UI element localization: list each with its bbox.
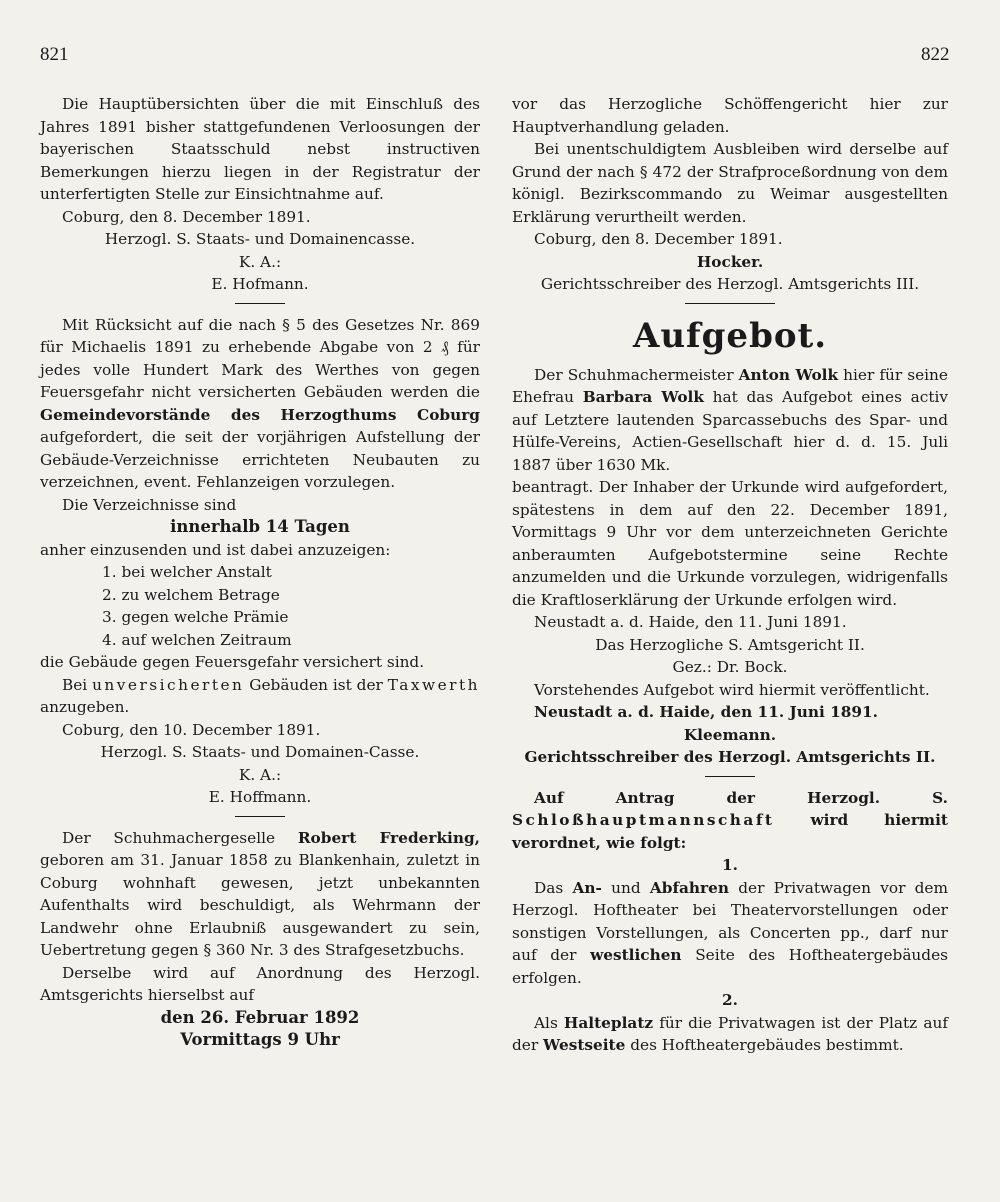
- text-run: Bei: [62, 675, 88, 694]
- unversichert-line: [40, 674, 480, 719]
- deadline: innerhalb 14 Tagen: [170, 517, 350, 536]
- left-column: [40, 93, 480, 1052]
- notice-heading: Aufgebot.: [632, 315, 828, 356]
- list-item: 2. zu welchem Betrage: [102, 585, 280, 604]
- hearing-time: Vormittags 9 Uhr: [180, 1030, 340, 1049]
- list-item: 3. gegen welche Prämie: [102, 608, 289, 626]
- text-run: für die Privatwagen ist der Platz auf der: [512, 1013, 948, 1054]
- after-list: die Gebäude gegen Feuersgefahr versichert sind.: [40, 653, 425, 671]
- text-run: Der Schuhmachergeselle: [62, 828, 276, 847]
- text-run: anzugeben.: [40, 698, 130, 716]
- dateline: Coburg, den 8. December 1891.: [62, 207, 311, 226]
- emphasis-text: Halteplatz: [563, 1013, 654, 1032]
- divider: [235, 816, 285, 817]
- text-run: des Hoftheatergebäudes bestimmt.: [630, 1036, 904, 1054]
- text-run: Als: [534, 1013, 558, 1032]
- office-name: Gerichtsschreiber des Herzogl. Amtsgerichts III.: [540, 275, 920, 293]
- notice-body: beantragt. Der Inhaber der Urkunde wird aufgefordert, spätestens in dem auf den 22. December 1891, Vormittags 9 Uhr vor dem unterzeichneten Gerichte anberaumten Aufgebotstermine seine Rechte anzumelden und die Urkunde vorzulegen, widrigenfalls die Kraftloserklärung der Urkunde erfolgen wird.: [512, 478, 948, 609]
- notice-body: Die Hauptübersichten über die mit Einschluß des Jahres 1891 bisher stattgefundenen Verloosungen der bayerischen Staatsschuld nebst instructiven Bemerkungen hierzu liegen in der Registratur der unterfertigten Stelle zur Einsichtnahme auf.: [40, 95, 480, 203]
- emphasis-text: Gemeindevorstände des Herzogthums Coburg: [40, 405, 480, 424]
- office-name: Herzogl. S. Staats- und Domainencasse.: [104, 230, 416, 248]
- divider: [685, 303, 775, 304]
- notice-summons-continued: [512, 93, 948, 296]
- list-item: 1. bei welcher Anstalt: [102, 563, 272, 581]
- text-run: Seite des Hoftheatergebäudes erfolgen.: [512, 946, 948, 987]
- section-number: 2.: [722, 991, 738, 1009]
- ka-label: K. A.:: [238, 765, 282, 784]
- spaced-text: Taxwerth: [387, 675, 480, 694]
- text-run: aufgefordert, die seit der vorjährigen Aufstellung der Gebäude-Verzeichnisse errichteten Neubauten zu verzeichnen, event. Fehlanzeigen vorzulegen.: [40, 428, 480, 491]
- court-name: Das Herzogliche S. Amtsgericht II.: [595, 635, 865, 654]
- signature: Kleemann.: [683, 725, 777, 744]
- divider: [705, 776, 755, 777]
- text-run: Das: [534, 878, 564, 897]
- ka-label: K. A.:: [238, 252, 282, 271]
- text-run: hier für seine Ehefrau: [512, 365, 948, 406]
- emphasis-text: Westseite: [543, 1036, 626, 1054]
- divider: [235, 303, 285, 304]
- right-column: [512, 93, 948, 1057]
- notice-body: [40, 314, 480, 494]
- text-run: Gebäuden ist der: [249, 675, 383, 694]
- lists-intro: Die Verzeichnisse sind: [62, 495, 237, 514]
- page-number-right: 822: [921, 44, 950, 65]
- person-name: Robert Frederking,: [297, 828, 480, 847]
- list-item: 4. auf welchen Zeitraum: [102, 630, 292, 649]
- section-number: 1.: [722, 856, 738, 874]
- dateline: Neustadt a. d. Haide, den 11. Juni 1891.: [534, 613, 847, 631]
- dateline: Coburg, den 10. December 1891.: [62, 720, 321, 739]
- notice-body: [40, 827, 480, 962]
- notice-body: Bei unentschuldigtem Ausbleiben wird derselbe auf Grund der nach § 472 der Strafproceßordnung von dem königl. Bezirkscommando zu Weimar ausgestellten Erklärung verurtheilt werden.: [512, 140, 948, 226]
- text-run: geboren am 31. Januar 1858 zu Blankenhain, zuletzt in Coburg wohnhaft gewesen, jetzt unbekannten Aufenthalts wird beschuldigt, als Wehrmann der Landwehr ohne Erlaubniß ausgewandert zu sein, Uebertretung gegen § 360 Nr. 3 des Strafgesetzbuchs.: [40, 851, 480, 959]
- dateline: Coburg, den 8. December 1891.: [534, 230, 783, 248]
- publication-note: Vorstehendes Aufgebot wird hiermit veröffentlicht.: [534, 680, 930, 699]
- order-section: [512, 877, 948, 990]
- hearing-date: den 26. Februar 1892: [160, 1007, 360, 1027]
- send-line: anher einzusenden und ist dabei anzuzeigen:: [40, 540, 391, 559]
- emphasis-text: An-: [572, 878, 602, 897]
- text-run: der Privatwagen vor dem Herzogl. Hoftheater bei Theatervorstellungen oder sonstigen Vorstellungen, als Concerten pp., darf nur auf der: [512, 878, 948, 964]
- text-run: und: [611, 878, 641, 897]
- person-name: Barbara Wolk: [582, 388, 704, 406]
- dateline: Neustadt a. d. Haide, den 11. Juni 1891.: [534, 703, 879, 721]
- notice-theater-order: [512, 787, 948, 1057]
- notice-building-registers: [40, 314, 480, 809]
- page-number-left: 821: [40, 44, 69, 65]
- signature: E. Hofmann.: [211, 275, 309, 293]
- emphasis-text: westlichen: [590, 946, 682, 964]
- office-name: Gerichtsschreiber des Herzogl. Amtsgerichts II.: [524, 748, 936, 766]
- emphasis-text: Abfahren: [649, 878, 729, 897]
- spaced-text: Schloßhauptmannschaft: [512, 811, 775, 829]
- text-run: wird hiermit verordnet, wie folgt:: [512, 811, 948, 852]
- signature: E. Hoffmann.: [208, 788, 312, 806]
- notice-body: vor das Herzogliche Schöffengericht hier zur Hauptverhandlung geladen.: [512, 95, 948, 136]
- text-run: Der Schuhmachermeister: [534, 365, 734, 384]
- notice-body: Derselbe wird auf Anordnung des Herzogl. Amtsgerichts hierselbst auf: [40, 963, 480, 1004]
- text-run: Auf Antrag der Herzogl. S.: [534, 788, 948, 807]
- text-run: Mit Rücksicht auf die nach § 5 des Gesetzes Nr. 869 für Michaelis 1891 zu erhebende Abgabe von 2 ₰ für jedes volle Hundert Mark des Werthes von gegen Feuersgefahr nicht versicherten Gebäuden werden die: [40, 315, 480, 401]
- order-section: [512, 1012, 948, 1057]
- office-name: Herzogl. S. Staats- und Domainen-Casse.: [100, 743, 420, 761]
- signature: Gez.: Dr. Bock.: [672, 658, 788, 676]
- person-name: Anton Wolk: [738, 365, 839, 384]
- spaced-text: unversicherten: [92, 675, 245, 694]
- notice-summons: [40, 827, 480, 1052]
- notice-bond-drawings: [40, 93, 480, 296]
- notice-aufgebot: [512, 314, 948, 769]
- signature: Hocker.: [696, 252, 764, 271]
- notice-body: [512, 364, 948, 477]
- text-run: hat das Aufgebot eines activ auf Letztere lautenden Sparcassebuchs des Spar- und Hülfe-Vereins, Actien-Gesellschaft hier d. d. 15. Juli 1887 über 1630 Mk.: [512, 388, 948, 474]
- order-intro: [512, 787, 948, 855]
- requirement-list: [102, 561, 480, 651]
